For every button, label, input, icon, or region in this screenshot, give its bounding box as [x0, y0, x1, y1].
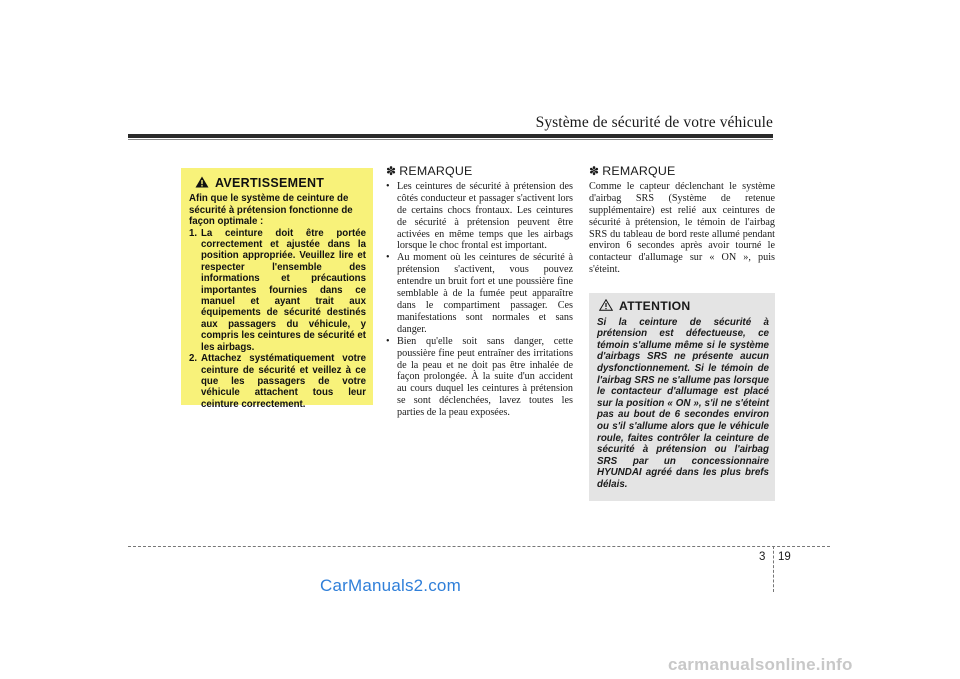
remarque-2-title: REMARQUE	[602, 164, 676, 178]
warning-item	[189, 228, 366, 353]
warning-header	[195, 176, 366, 191]
attention-body: Si la ceinture de sécurité à prétension est défectueuse, ce témoin s'allume même si le système d'airbags SRS ne présente aucun dysfonctionnement. Si le témoin de l'airbag SRS ne s'allume pas lorsque le contacteur d'allumage est placé sur la position « ON », s'il ne s'éteint pas au bout de 6 secondes environ ou s'il s'allume alors que le véhicule roule, faites contrôler la ceinture de sécurité à prétension ou l'airbag SRS par un concessionnaire HYUNDAI agréé dans les plus brefs délais.	[597, 316, 769, 490]
remarque-bullet: • Au moment où les ceintures de sécurité à prétension s'activent, vous pouvez entendre un bruit fort et une poussière fine semblable à de la fumée peut apparaître dans le compartiment passager. Ces manifestations sont normales et sans danger.	[386, 252, 573, 335]
remarque-1-title: REMARQUE	[399, 164, 473, 178]
footer-page-separator	[773, 546, 774, 592]
warning-item-text: Attachez systématiquement votre ceinture de sécurité et veillez à ce que les passagers de votre véhicule attachent tous leur ceinture correctement.	[201, 353, 366, 410]
header-rule	[128, 134, 773, 138]
warning-box	[181, 168, 373, 410]
page-section-number: 3	[759, 551, 766, 563]
remarque-2-body: Comme le capteur déclenchant le système d'airbag SRS (Système de retenue supplémentaire) est relié aux ceintures de sécurité à prétension, le témoin de l'airbag SRS du tableau de bord reste allumé pendant environ 6 secondes après avoir tourné le contacteur d'allumage sur « ON », puis s'éteint.	[589, 180, 775, 276]
warning-triangle-icon	[195, 176, 209, 191]
caution-triangle-icon	[599, 299, 613, 315]
watermark-carmanuals2[interactable]: CarManuals2.com	[320, 576, 461, 595]
remarque-bullet-text: Au moment où les ceintures de sécurité à prétension s'activent, vous pouvez entendre un bruit fort et une poussière fine semblable à de la fumée peut apparaître dans le compartiment passager. Ces manifestations sont normales et sans danger.	[397, 252, 573, 335]
remarque-star-icon: ✽	[589, 164, 600, 178]
watermark-carmanualsonline[interactable]: carmanualsonline.info	[668, 655, 853, 674]
attention-box	[589, 293, 775, 501]
remarque-bullet: • Les ceintures de sécurité à prétension des côtés conducteur et passager s'activent lors de certains chocs frontaux. Les ceintures de sécurité à prétension peuvent être activées en même temps que les airbags lorsque le choc frontal est important.	[386, 180, 573, 252]
page-header-title: Système de sécurité de votre véhicule	[535, 114, 773, 131]
warning-item-text: La ceinture doit être portée correctement et ajustée dans la position appropriée. Veuillez lire et respecter l'ensemble des informations et précautions importantes fournies dans ce manuel et ayant trait aux équipements de sécurité destinés aux passagers du véhicule, y compris les ceintures de sécurité et les airbags.	[201, 227, 366, 353]
header-rule-thin	[128, 139, 773, 140]
warning-item-number: 1.	[189, 227, 198, 239]
remarque-bullet-text: Les ceintures de sécurité à prétension des côtés conducteur et passager s'activent lors de certains chocs frontaux. Les ceintures de sécurité à prétension peuvent être activées en même temps que les airbags lorsque le choc frontal est important.	[397, 180, 573, 252]
remarque-bullet-text: Bien qu'elle soit sans danger, cette poussière fine peut entraîner des irritations de la peau et ne doit pas être inhalée de façon prolongée. À la suite d'un accident au cours duquel les ceintures à prétension se sont déclenchées, lavez toutes les parties de la peau exposées.	[397, 335, 573, 419]
attention-title: ATTENTION	[619, 299, 691, 313]
remarque-1-header	[386, 166, 573, 178]
warning-item	[189, 353, 366, 410]
attention-header	[599, 299, 769, 315]
footer-divider	[128, 546, 830, 547]
remarque-star-icon: ✽	[386, 164, 397, 178]
remarque-section-1	[386, 166, 573, 419]
warning-title: AVERTISSEMENT	[215, 176, 325, 190]
warning-item-number: 2.	[189, 353, 198, 365]
page-number: 19	[778, 551, 791, 563]
remarque-2-header	[589, 166, 775, 178]
warning-intro: Afin que le système de ceinture de sécurité à prétension fonctionne de façon optimale :	[189, 193, 353, 228]
remarque-bullet: • Bien qu'elle soit sans danger, cette poussière fine peut entraîner des irritations de la peau et ne doit pas être inhalée de façon prolongée. À la suite d'un accident au cours duquel les ceintures à prétension se sont déclenchées, lavez toutes les parties de la peau exposées.	[386, 335, 573, 419]
remarque-section-2	[589, 166, 775, 276]
